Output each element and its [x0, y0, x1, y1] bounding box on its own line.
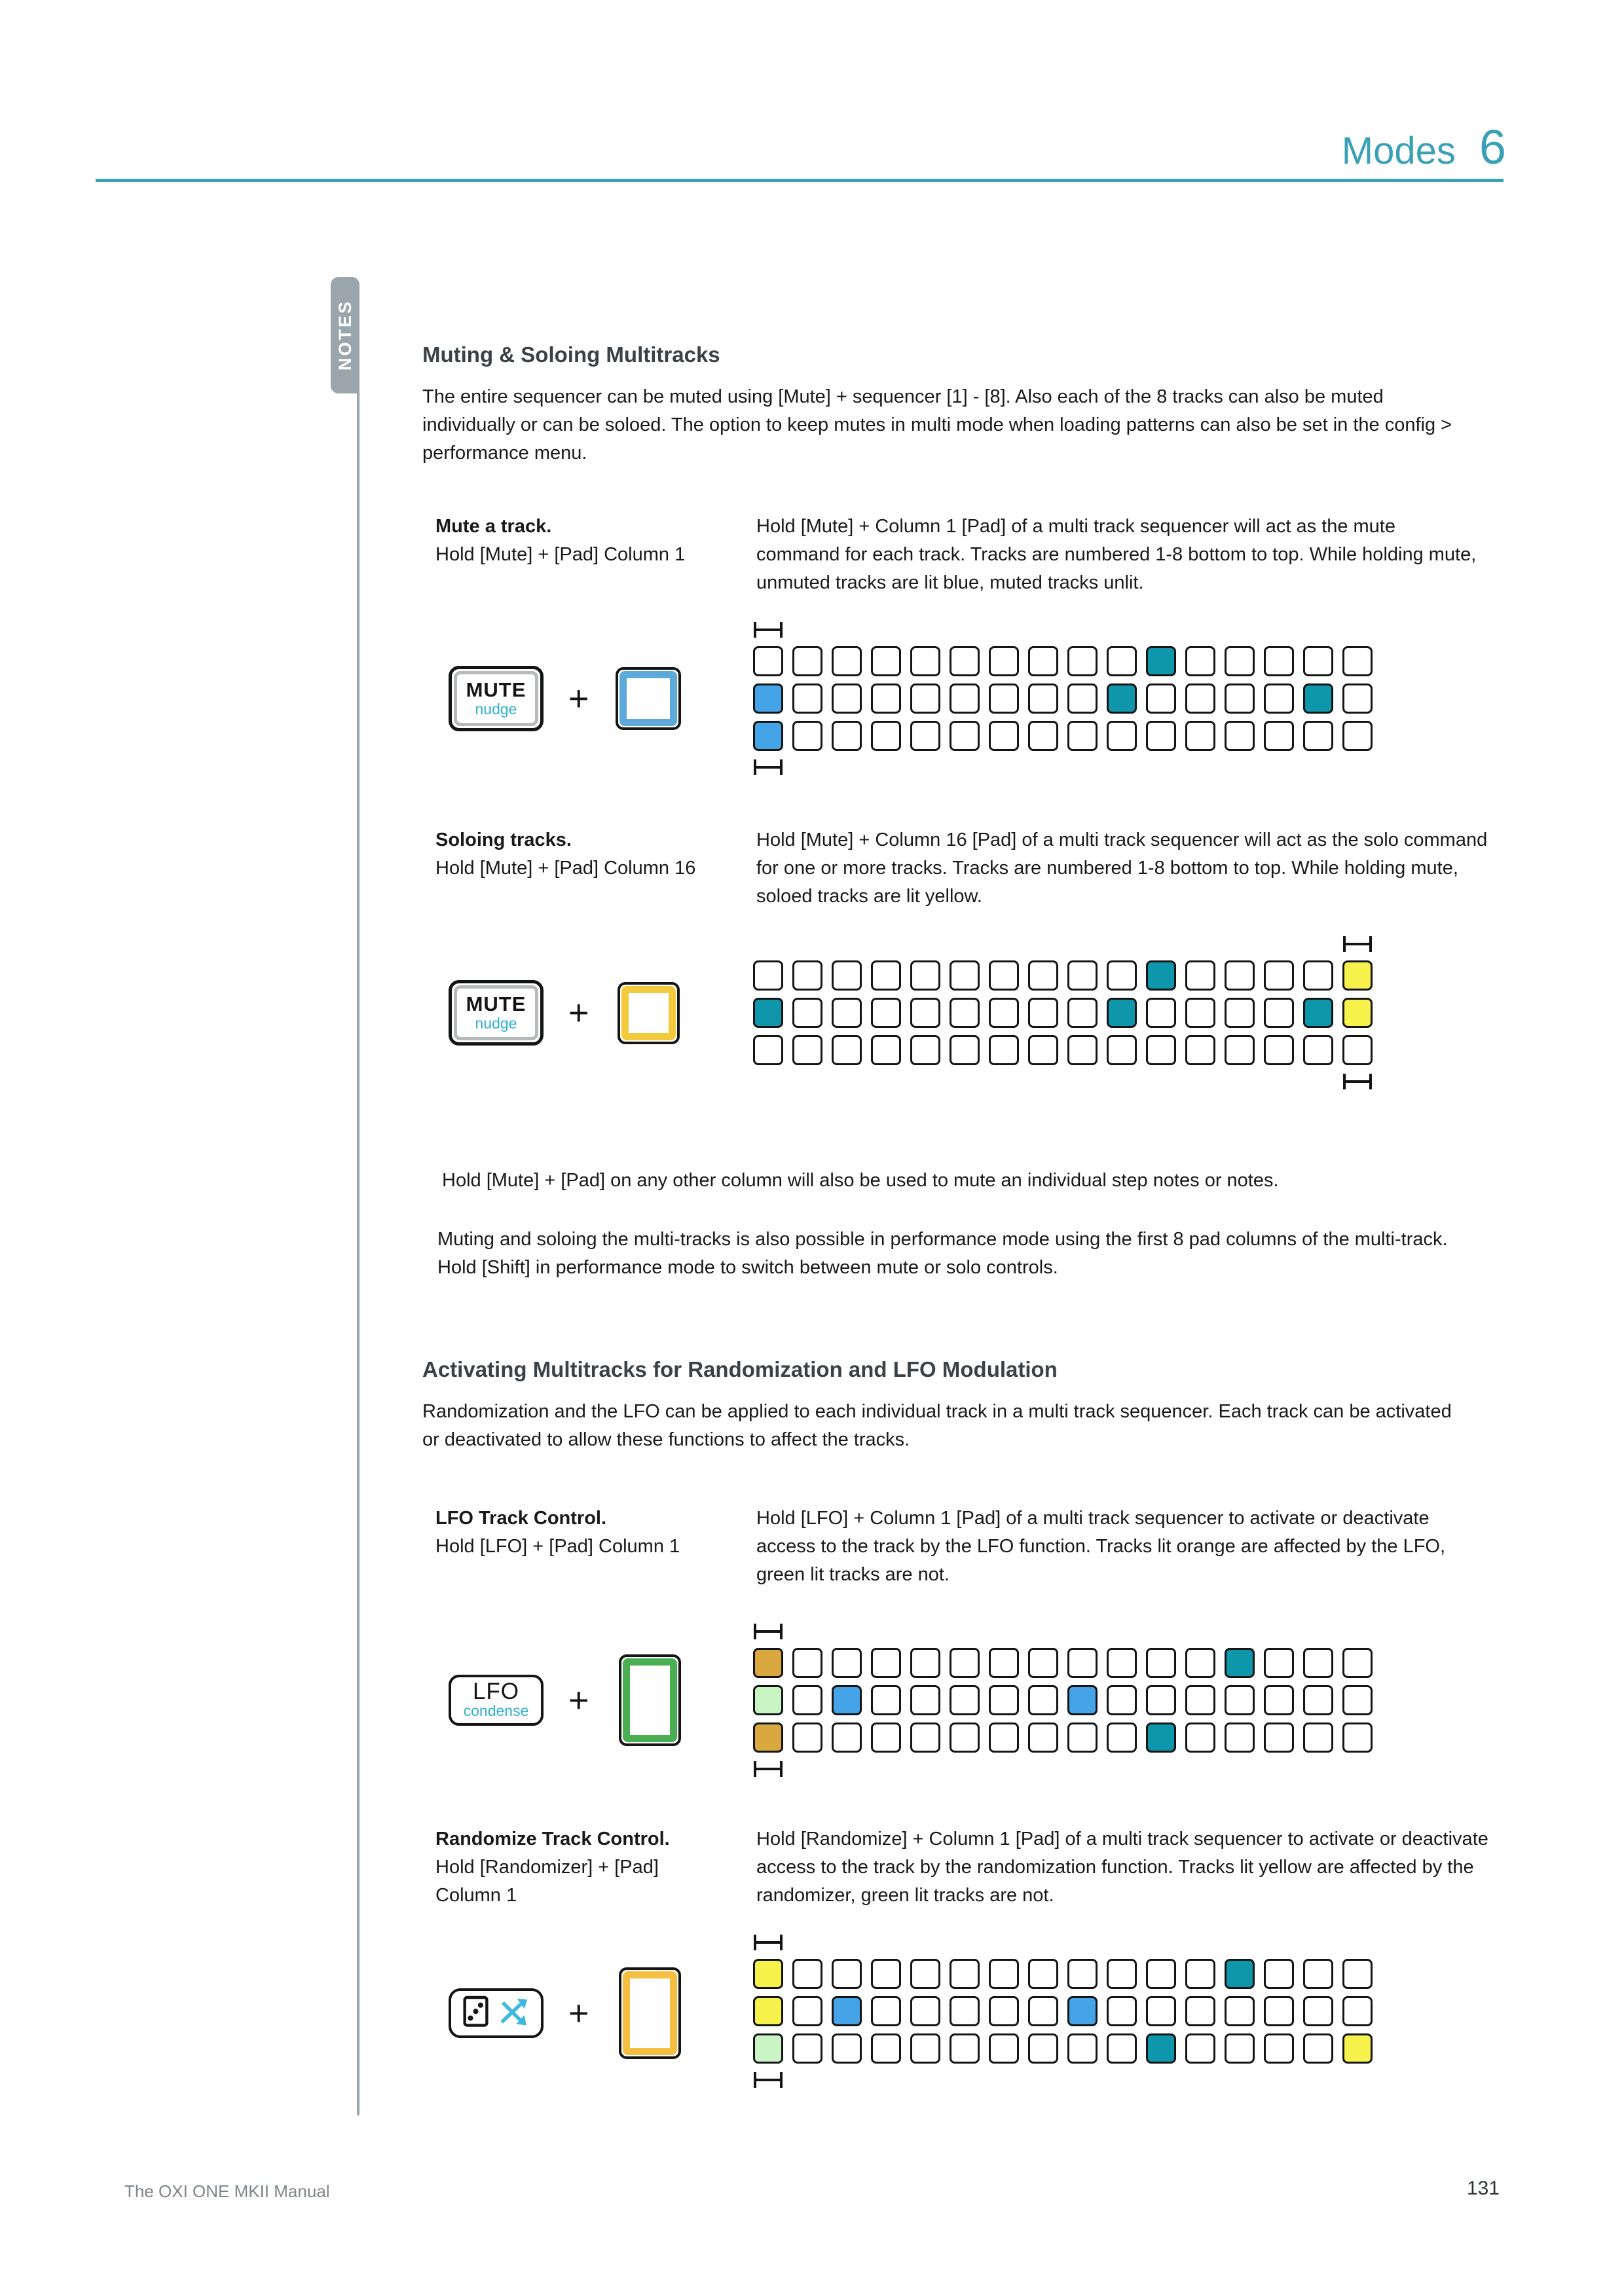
- pad: [871, 1722, 901, 1753]
- pad: [832, 1035, 862, 1065]
- pad-row: [753, 683, 1373, 714]
- pad-lit: [1146, 960, 1176, 991]
- pad: [1107, 1648, 1137, 1678]
- pad: [1028, 1685, 1058, 1715]
- pad-lit: [1107, 998, 1137, 1028]
- pad: [832, 1722, 862, 1753]
- pad: [1303, 1685, 1333, 1715]
- footer-page-number: 131: [1466, 2178, 1500, 2199]
- blue-pad-frame: [619, 671, 677, 726]
- column-marker: [754, 2072, 783, 2088]
- header-title-text: Modes: [1341, 130, 1456, 172]
- pad: [792, 1685, 822, 1715]
- pad: [1067, 1722, 1098, 1753]
- pad: [1146, 998, 1176, 1028]
- mute-button-face: [454, 985, 538, 1040]
- pad-grid-lfo: [753, 1648, 1373, 1753]
- pad: [1342, 1648, 1373, 1678]
- column-marker: [754, 622, 783, 638]
- pad: [832, 960, 862, 991]
- lfo-track-title: LFO Track Control.: [435, 1508, 607, 1529]
- pad: [989, 998, 1019, 1028]
- pad: [910, 1959, 940, 1989]
- pad-row: [753, 1996, 1373, 2026]
- solo-track-label: [435, 826, 750, 883]
- pad: [1225, 683, 1255, 714]
- pad: [1303, 646, 1333, 676]
- randomize-track-label: [435, 1825, 724, 1910]
- pad: [871, 2033, 901, 2064]
- pad-lit: [1303, 998, 1333, 1028]
- pad: [1225, 646, 1255, 676]
- pad: [832, 646, 862, 676]
- pad: [989, 2033, 1019, 2064]
- pad: [1185, 960, 1215, 991]
- pad: [871, 1648, 901, 1678]
- pad-lit: [753, 721, 783, 751]
- pad: [1107, 1685, 1137, 1715]
- pad: [1303, 721, 1333, 751]
- pad: [950, 683, 980, 714]
- activation-intro-paragraph: Randomization and the LFO can be applied to each individual track in a multi track sequencer. Each track can be activated or deactivated to allow these functions to affect the tracks.: [422, 1401, 1452, 1450]
- pad: [792, 960, 822, 991]
- pad-lit: [1342, 960, 1373, 991]
- pad: [989, 683, 1019, 714]
- pad: [1185, 721, 1215, 751]
- pad: [792, 1959, 822, 1989]
- pad: [1225, 998, 1255, 1028]
- pad: [989, 721, 1019, 751]
- pad: [1264, 646, 1294, 676]
- pad-row: [753, 1035, 1373, 1065]
- pad-row: [753, 998, 1373, 1028]
- pad-lit: [753, 1685, 783, 1715]
- pad: [1264, 1648, 1294, 1678]
- column1-pad-green: [619, 1654, 681, 1746]
- pad: [871, 683, 901, 714]
- pad: [989, 1648, 1019, 1678]
- plus-sign: +: [568, 1681, 589, 1720]
- pad-lit: [1342, 2033, 1373, 2064]
- pad: [1342, 721, 1373, 751]
- pad: [792, 1722, 822, 1753]
- pad: [1028, 1722, 1058, 1753]
- chapter-number: 6: [1479, 120, 1506, 174]
- pad: [832, 1959, 862, 1989]
- lfo-track-label: [435, 1504, 750, 1561]
- pad: [1264, 1685, 1294, 1715]
- pad-row: [753, 1722, 1373, 1753]
- pad-lit: [753, 998, 783, 1028]
- mute-button-sublabel: nudge: [475, 1015, 517, 1032]
- pad: [989, 1685, 1019, 1715]
- pad: [832, 998, 862, 1028]
- pad-lit: [1146, 1722, 1176, 1753]
- pad: [910, 1648, 940, 1678]
- pad: [1303, 2033, 1333, 2064]
- pad: [832, 2033, 862, 2064]
- pad: [871, 1035, 901, 1065]
- pad: [1264, 998, 1294, 1028]
- pad: [1303, 1648, 1333, 1678]
- pad: [1146, 1648, 1176, 1678]
- pad: [1107, 646, 1137, 676]
- pad: [1225, 1996, 1255, 2026]
- mute-button-label: MUTE: [466, 993, 526, 1015]
- header-rule: [96, 179, 1504, 182]
- pad: [871, 998, 901, 1028]
- pad: [1342, 646, 1373, 676]
- column-marker: [754, 1761, 783, 1777]
- pad: [753, 646, 783, 676]
- pad: [950, 1035, 980, 1065]
- pad: [1146, 1685, 1176, 1715]
- pad-lit: [753, 1648, 783, 1678]
- pad: [1225, 2033, 1255, 2064]
- pad: [1067, 998, 1098, 1028]
- pad: [1107, 1959, 1137, 1989]
- pad: [950, 1685, 980, 1715]
- pad: [1225, 960, 1255, 991]
- pad: [792, 1996, 822, 2026]
- green-pad-frame: [623, 1658, 677, 1742]
- pad: [1225, 721, 1255, 751]
- pad: [910, 1035, 940, 1065]
- lfo-button: [449, 1675, 544, 1726]
- section-heading-muting: Muting & Soloing Multitracks: [422, 342, 720, 367]
- pad: [950, 1722, 980, 1753]
- pad: [1342, 1996, 1373, 2026]
- pad: [871, 1996, 901, 2026]
- pad-lit: [1225, 1959, 1255, 1989]
- muting-intro-paragraph: The entire sequencer can be muted using [Mute] + sequencer [1] - [8]. Also each of the 8 tracks can also be muted individually or can be soloed. The option to keep mutes in multi mode when loading patterns can also be set in the config > performance menu.: [422, 386, 1452, 464]
- pad: [792, 1035, 822, 1065]
- solo-track-description: Hold [Mute] + Column 16 [Pad] of a multi track sequencer will act as the solo command for one or more tracks. Tracks are numbered 1-8 bottom to top. While holding mute, soloed tracks are lit yellow.: [756, 829, 1488, 907]
- pad: [871, 960, 901, 991]
- pad: [1185, 1996, 1215, 2026]
- randomize-track-title: Randomize Track Control.: [435, 1829, 670, 1850]
- lfo-button-sublabel: condense: [463, 1702, 529, 1719]
- pad: [989, 1996, 1019, 2026]
- pad: [1067, 2033, 1098, 2064]
- pad: [1107, 1035, 1137, 1065]
- mute-button: [449, 980, 544, 1046]
- pad: [1067, 646, 1098, 676]
- pad: [1028, 1648, 1058, 1678]
- pad-lit: [1146, 2033, 1176, 2064]
- pad: [1067, 721, 1098, 751]
- solo-track-title: Soloing tracks.: [435, 829, 572, 850]
- pad: [871, 646, 901, 676]
- dice-icon: [462, 1995, 491, 2032]
- pad: [792, 683, 822, 714]
- pad-lit: [1107, 683, 1137, 714]
- section-heading-activation: Activating Multitracks for Randomization and LFO Modulation: [422, 1357, 1058, 1381]
- pad: [753, 960, 783, 991]
- pad: [950, 998, 980, 1028]
- pad: [910, 721, 940, 751]
- pad: [832, 683, 862, 714]
- gold-pad-frame: [623, 1971, 677, 2055]
- pad: [1303, 1035, 1333, 1065]
- pad-lit: [832, 1685, 862, 1715]
- pad: [1067, 960, 1098, 991]
- notes-tab-label: NOTES: [335, 299, 355, 371]
- pad-row: [753, 960, 1373, 991]
- pad-lit: [1303, 683, 1333, 714]
- pad: [1342, 1959, 1373, 1989]
- pad: [1185, 1685, 1215, 1715]
- pad: [1028, 646, 1058, 676]
- mute-track-label: [435, 513, 743, 569]
- pad: [792, 1648, 822, 1678]
- yellow-pad-frame: [621, 986, 676, 1040]
- pad: [1342, 1722, 1373, 1753]
- pad: [1185, 683, 1215, 714]
- plus-sign: +: [568, 679, 589, 718]
- pad-grid-solo: [753, 960, 1373, 1065]
- pad: [1028, 683, 1058, 714]
- pad: [1185, 646, 1215, 676]
- pad-row: [753, 721, 1373, 751]
- column16-pad-yellow: [618, 982, 680, 1044]
- pad: [1028, 998, 1058, 1028]
- mute-track-title: Mute a track.: [435, 516, 552, 537]
- pad: [1146, 1035, 1176, 1065]
- column-marker: [754, 759, 783, 775]
- pad: [1028, 721, 1058, 751]
- pad: [1107, 721, 1137, 751]
- pad: [1185, 998, 1215, 1028]
- pad: [1303, 1959, 1333, 1989]
- pad: [910, 960, 940, 991]
- pad: [910, 1685, 940, 1715]
- pad: [910, 998, 940, 1028]
- pad: [950, 646, 980, 676]
- pad: [1264, 1035, 1294, 1065]
- column1-pad-yellow: [619, 1967, 681, 2059]
- randomizer-button: [449, 1988, 544, 2038]
- note-performance-mode: Muting and soloing the multi-tracks is also possible in performance mode using the first 8 pad columns of the multi-track. Hold [Shift] in performance mode to switch between mute or solo controls.: [437, 1229, 1448, 1278]
- pad: [1303, 960, 1333, 991]
- pad-lit: [1225, 1648, 1255, 1678]
- pad: [1264, 1722, 1294, 1753]
- pad-lit: [1146, 646, 1176, 676]
- column1-pad-blue: [616, 667, 681, 730]
- column-marker: [1343, 936, 1372, 952]
- pad: [1303, 1722, 1333, 1753]
- pad: [753, 1035, 783, 1065]
- pad: [1067, 1959, 1098, 1989]
- pad: [792, 2033, 822, 2064]
- pad: [1342, 683, 1373, 714]
- pad-lit: [753, 1722, 783, 1753]
- solo-track-hold: Hold [Mute] + [Pad] Column 16: [435, 858, 696, 879]
- pad: [950, 2033, 980, 2064]
- pad-lit: [753, 1996, 783, 2026]
- pad: [910, 646, 940, 676]
- pad: [989, 1722, 1019, 1753]
- notes-side-line: [357, 393, 360, 2115]
- pad: [1067, 1648, 1098, 1678]
- pad: [1028, 1996, 1058, 2026]
- pad: [1146, 683, 1176, 714]
- pad: [910, 683, 940, 714]
- pad: [832, 721, 862, 751]
- pad: [1185, 1035, 1215, 1065]
- pad: [950, 1996, 980, 2026]
- pad: [1107, 1722, 1137, 1753]
- pad: [950, 721, 980, 751]
- pad-lit: [753, 2033, 783, 2064]
- pad-row: [753, 1648, 1373, 1678]
- mute-button-face: [454, 671, 538, 726]
- pad: [1264, 1996, 1294, 2026]
- mute-track-description: Hold [Mute] + Column 1 [Pad] of a multi track sequencer will act as the mute command for each track. Tracks are numbered 1-8 bottom to top. While holding mute, unmuted tracks are lit blue, muted tracks unlit.: [756, 516, 1477, 593]
- pad: [1185, 1648, 1215, 1678]
- pad: [792, 998, 822, 1028]
- mute-button: [449, 666, 544, 731]
- pad-row: [753, 1685, 1373, 1715]
- randomize-track-description: Hold [Randomize] + Column 1 [Pad] of a multi track sequencer to activate or deactivate access to the track by the randomization function. Tracks lit yellow are affected by the randomizer, green lit tracks are not.: [756, 1829, 1488, 1906]
- pad: [1028, 1035, 1058, 1065]
- pad: [1264, 1959, 1294, 1989]
- pad: [989, 960, 1019, 991]
- pad-lit: [1067, 1996, 1098, 2026]
- plus-sign: +: [568, 1994, 589, 2033]
- pad: [989, 646, 1019, 676]
- pad: [1146, 1996, 1176, 2026]
- pad: [871, 721, 901, 751]
- pad: [910, 2033, 940, 2064]
- pad-lit: [1067, 1685, 1098, 1715]
- pad: [950, 1959, 980, 1989]
- note-other-columns: Hold [Mute] + [Pad] on any other column will also be used to mute an individual step notes or notes.: [442, 1170, 1279, 1191]
- pad: [832, 1648, 862, 1678]
- pad: [989, 1035, 1019, 1065]
- pad: [1028, 1959, 1058, 1989]
- lfo-track-description: Hold [LFO] + Column 1 [Pad] of a multi track sequencer to activate or deactivate access to the track by the LFO function. Tracks lit orange are affected by the LFO, green lit tracks are not.: [756, 1508, 1446, 1585]
- pad: [1225, 1035, 1255, 1065]
- pad: [1185, 1959, 1215, 1989]
- pad: [1264, 683, 1294, 714]
- pad: [1028, 960, 1058, 991]
- plus-sign: +: [568, 993, 589, 1032]
- pad: [792, 646, 822, 676]
- pad: [910, 1722, 940, 1753]
- pad: [989, 1959, 1019, 1989]
- pad-row: [753, 1959, 1373, 1989]
- pad: [871, 1959, 901, 1989]
- mute-button-sublabel: nudge: [475, 701, 517, 718]
- pad: [1303, 1996, 1333, 2026]
- pad: [1342, 1685, 1373, 1715]
- pad: [1107, 960, 1137, 991]
- pad: [1107, 2033, 1137, 2064]
- page-header: [1342, 119, 1506, 175]
- pad: [1264, 960, 1294, 991]
- pad-grid-mute: [753, 646, 1373, 751]
- randomize-track-hold: Hold [Randomizer] + [Pad] Column 1: [435, 1857, 659, 1906]
- pad: [871, 1685, 901, 1715]
- pad: [1185, 2033, 1215, 2064]
- pad: [1225, 1685, 1255, 1715]
- pad: [1107, 1996, 1137, 2026]
- pad: [1146, 1959, 1176, 1989]
- pad: [950, 1648, 980, 1678]
- pad: [1264, 721, 1294, 751]
- pad: [1146, 721, 1176, 751]
- mute-button-label: MUTE: [466, 678, 526, 701]
- lfo-button-label: LFO: [472, 1679, 520, 1704]
- column-marker: [754, 1624, 783, 1639]
- pad-row: [753, 2033, 1373, 2064]
- shuffle-arrows-icon: [498, 1995, 530, 2032]
- pad: [1067, 683, 1098, 714]
- pad: [1225, 1722, 1255, 1753]
- column-marker: [754, 1935, 783, 1950]
- pad: [950, 960, 980, 991]
- pad-lit: [753, 1959, 783, 1989]
- pad-lit: [832, 1996, 862, 2026]
- pad: [792, 721, 822, 751]
- column-marker: [1343, 1074, 1372, 1089]
- pad-row: [753, 646, 1373, 676]
- pad: [1264, 2033, 1294, 2064]
- pad-grid-random: [753, 1959, 1373, 2064]
- pad-lit: [1342, 998, 1373, 1028]
- pad: [1342, 1035, 1373, 1065]
- mute-track-hold: Hold [Mute] + [Pad] Column 1: [435, 544, 686, 565]
- lfo-track-hold: Hold [LFO] + [Pad] Column 1: [435, 1536, 680, 1557]
- pad: [1028, 2033, 1058, 2064]
- footer-manual-title: The OXI ONE MKII Manual: [124, 2181, 330, 2201]
- notes-side-tab: [331, 277, 360, 393]
- pad: [1067, 1035, 1098, 1065]
- pad: [1185, 1722, 1215, 1753]
- pad: [910, 1996, 940, 2026]
- pad-lit: [753, 683, 783, 714]
